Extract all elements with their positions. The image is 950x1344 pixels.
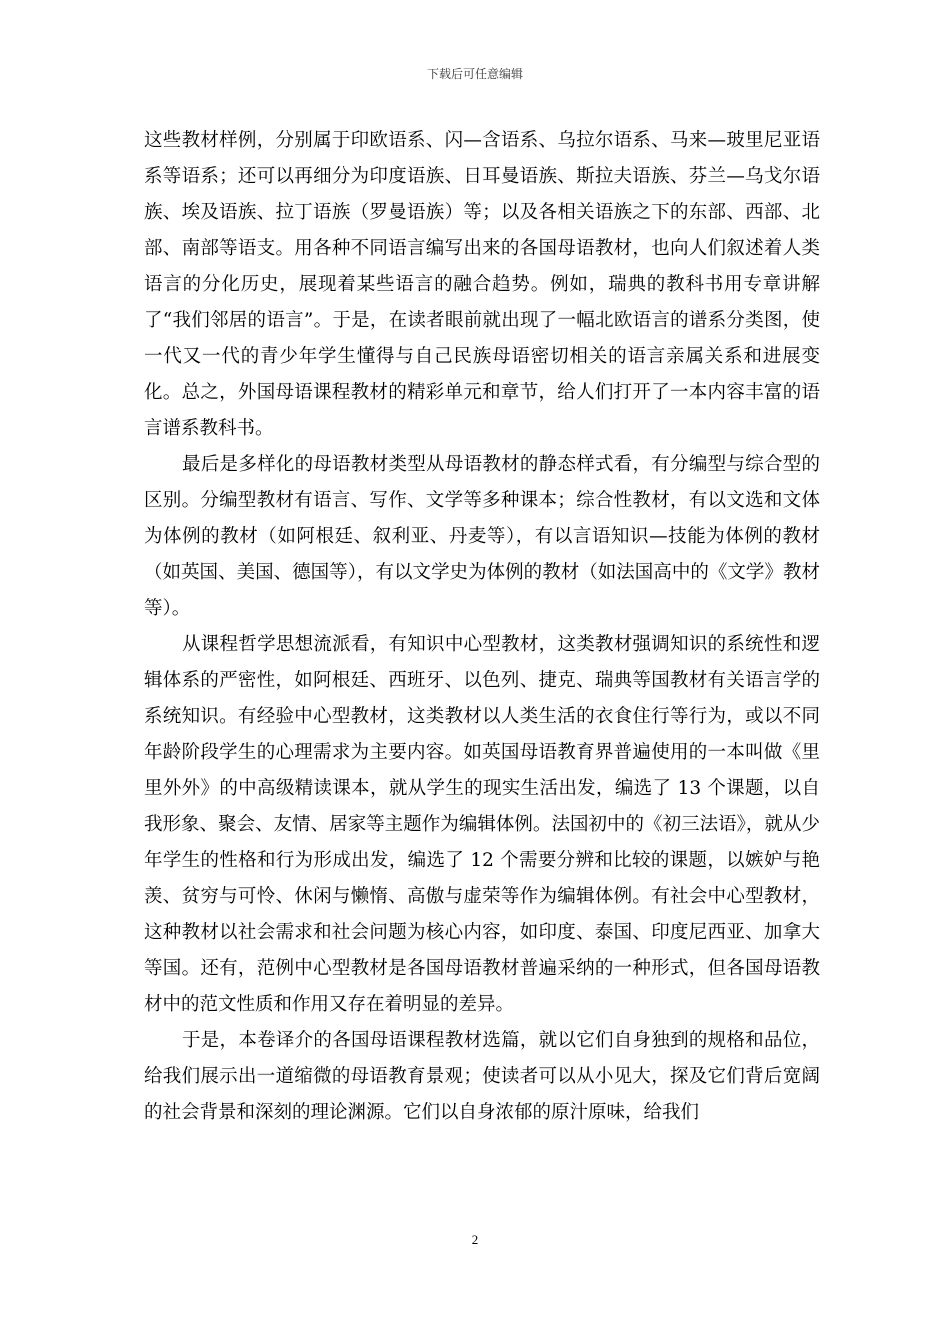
paragraph-curriculum-philosophy: 从课程哲学思想流派看，有知识中心型教材，这类教材强调知识的系统性和逻辑体系的严密性，如阿根廷、西班牙、以色列、捷克、瑞典等国教材有关语言学的系统知识。有经验中心型教材，这类教材以人类生活的衣食住行等行为，或以不同年龄阶段学生的心理需求为主要内容。如英国母语教育界普遍使用的一本叫做《里里外外》的中高级精读课本，就从学生的现实生活出发，编选了 13 个课题，以自我形象、聚会、友情、居家等主题作为编辑体例。法国初中的《初三法语》，就从少年学生的性格和行为形成出发，编选了 12 个需要分辨和比较的课题，以嫉妒与艳羡、贫穷与可怜、休闲与懒惰、高傲与虚荣等作为编辑体例。有社会中心型教材，这种教材以社会需求和社会问题为核心内容，如印度、泰国、印度尼西亚、加拿大等国。还有，范例中心型教材是各国母语教材普遍采纳的一种形式，但各国母语教材中的范文性质和作用又存在着明显的差异。 [144,634,820,1015]
page-number: 2 [471,1232,479,1247]
document-body [144,123,820,1131]
page-header: 下载后可任意编辑 [426,67,523,81]
paragraph-continued: 这些教材样例，分别属于印欧语系、闪—含语系、乌拉尔语系、马来—玻里尼亚语系等语系；还可以再细分为印度语族、日耳曼语族、斯拉夫语族、芬兰—乌戈尔语族、埃及语族、拉丁语族（罗曼语族）等；以及各相关语族之下的东部、西部、北部、南部等语支。用各种不同语言编写出来的各国母语教材，也向人们叙述着人类语言的分化历史，展现着某些语言的融合趋势。例如，瑞典的教科书用专章讲解了“我们邻居的语言”。于是，在读者眼前就出现了一幅北欧语言的谱系分类图，使一代又一代的青少年学生懂得与自己民族母语密切相关的语言亲属关系和进展变化。总之，外国母语课程教材的精彩单元和章节，给人们打开了一本内容丰富的语言谱系教科书。 [144,130,820,439]
paragraph-conclusion: 于是，本卷译介的各国母语课程教材选篇，就以它们自身独到的规格和品位，给我们展示出一道缩微的母语教育景观；使读者可以从小见大，探及它们背后宽阔的社会背景和深刻的理论渊源。它们以自身浓郁的原汁原味，给我们 [144,1030,820,1123]
paragraph-textbook-types: 最后是多样化的母语教材类型从母语教材的静态样式看，有分编型与综合型的区别。分编型教材有语言、写作、文学等多种课本；综合性教材，有以文选和文体为体例的教材（如阿根廷、叙利亚、丹麦等），有以言语知识—技能为体例的教材（如英国、美国、德国等），有以文学史为体例的教材（如法国高中的《文学》教材等）。 [144,454,820,619]
